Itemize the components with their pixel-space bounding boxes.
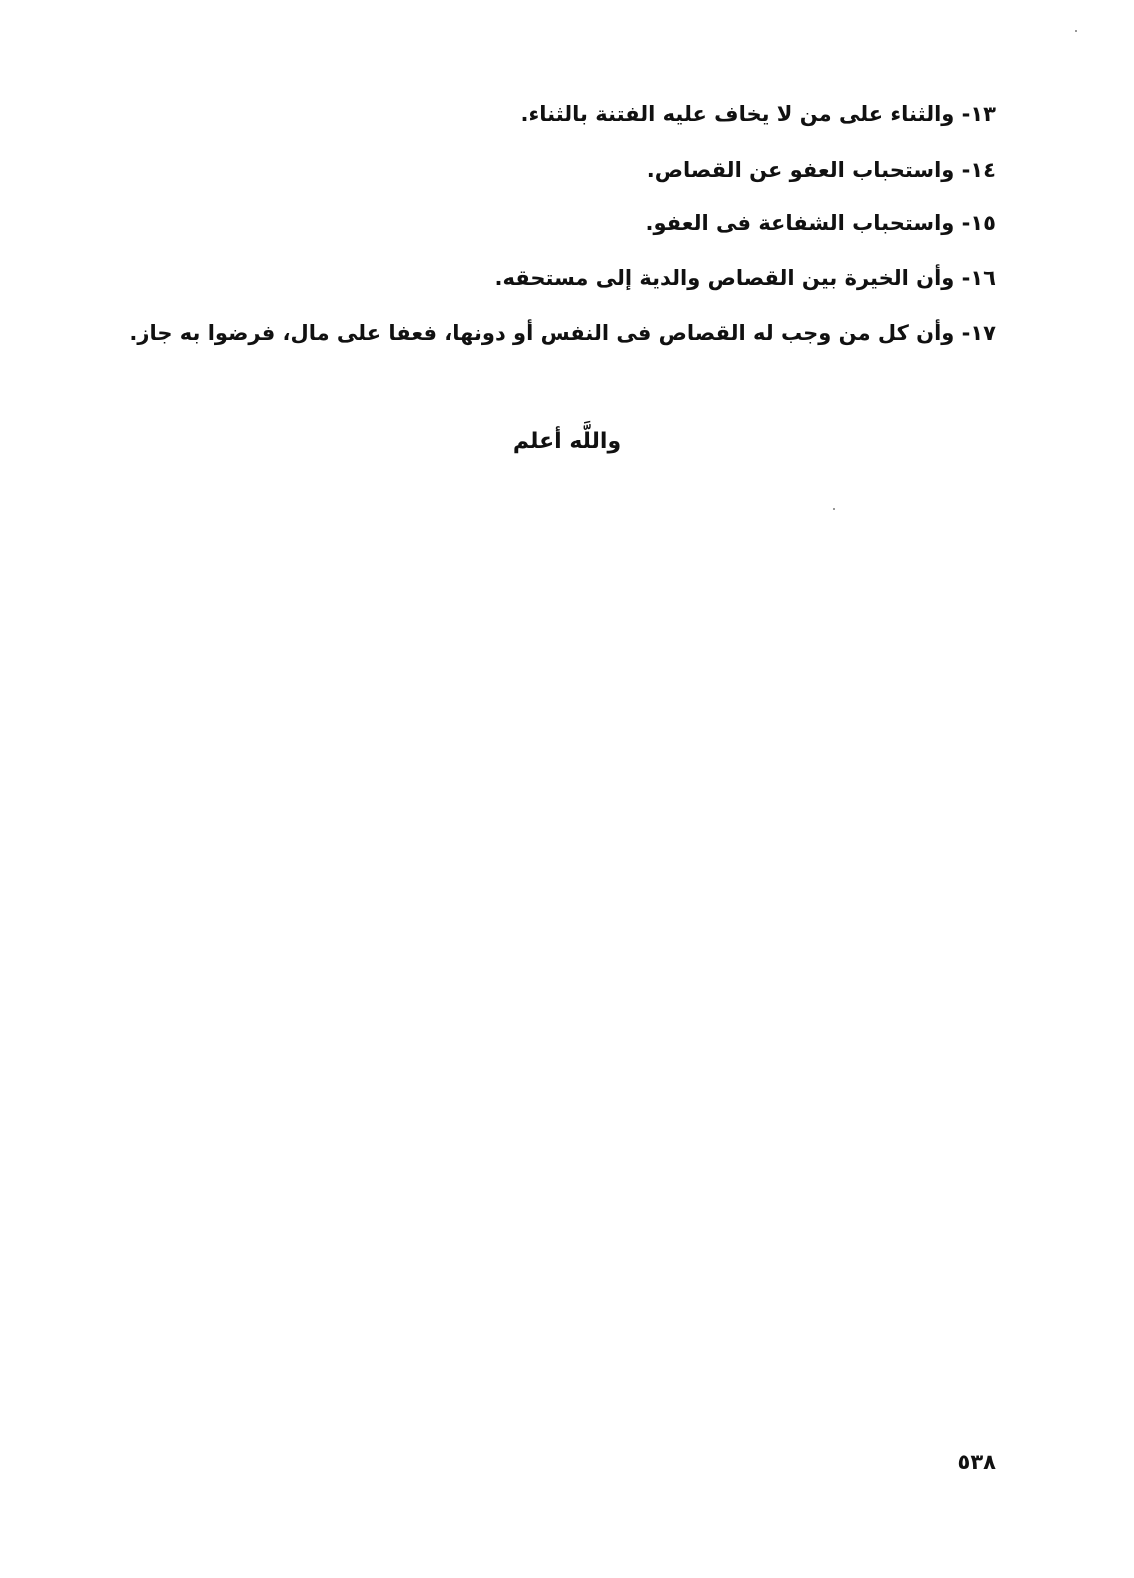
list-item-15: ١٥- واستحباب الشفاعة فى العفو. <box>645 211 996 235</box>
list-item-14: ١٤- واستحباب العفو عن القصاص. <box>646 158 996 182</box>
scan-speck <box>1075 30 1077 32</box>
scan-speck <box>833 508 835 510</box>
closing-phrase: واللَّه أعلم <box>512 429 622 454</box>
list-item-17: ١٧- وأن كل من وجب له القصاص فى النفس أو دونها، فعفا على مال، فرضوا به جاز. <box>129 321 996 345</box>
list-item-13: ١٣- والثناء على من لا يخاف عليه الفتنة بالثناء. <box>520 102 996 126</box>
page-number: ٥٣٨ <box>957 1450 996 1474</box>
list-item-16: ١٦- وأن الخيرة بين القصاص والدية إلى مستحقه. <box>494 266 996 290</box>
